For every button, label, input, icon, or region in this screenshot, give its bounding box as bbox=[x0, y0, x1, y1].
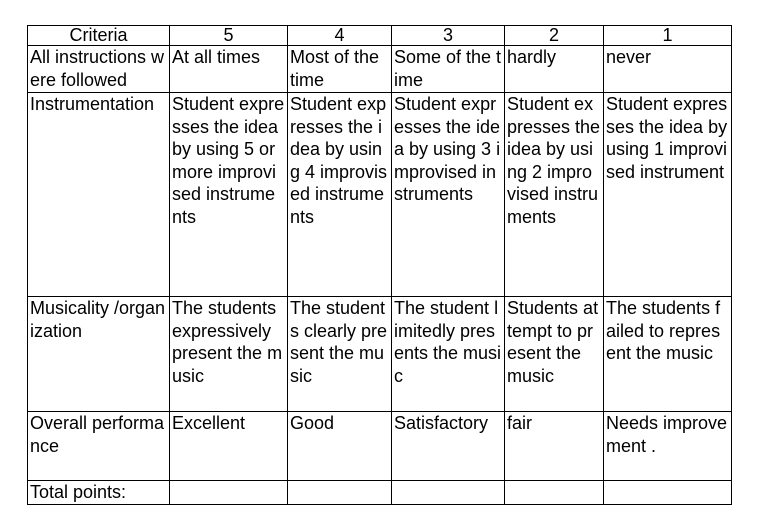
score-cell: Some of the time bbox=[392, 46, 505, 93]
score-cell: Most of the time bbox=[288, 46, 392, 93]
score-cell bbox=[170, 481, 288, 505]
score-cell: Satisfactory bbox=[392, 412, 505, 481]
table-row bbox=[28, 297, 732, 412]
header-score-1: 1 bbox=[604, 26, 732, 46]
table-row bbox=[28, 481, 732, 505]
header-score-3: 3 bbox=[392, 26, 505, 46]
score-cell bbox=[505, 481, 604, 505]
table-row bbox=[28, 412, 732, 481]
score-cell: Excellent bbox=[170, 412, 288, 481]
score-cell: never bbox=[604, 46, 732, 93]
header-score-5: 5 bbox=[170, 26, 288, 46]
criteria-cell: Overall performance bbox=[28, 412, 170, 481]
score-cell: At all times bbox=[170, 46, 288, 93]
header-score-4: 4 bbox=[288, 26, 392, 46]
header-row bbox=[28, 26, 732, 46]
score-cell: The student limitedly presents the music bbox=[392, 297, 505, 412]
score-cell: Student expresses the idea by using 1 improvised instrument bbox=[604, 93, 732, 297]
score-cell: The students clearly present the music bbox=[288, 297, 392, 412]
score-cell: Student expresses the idea by using 5 or more improvised instruments bbox=[170, 93, 288, 297]
score-cell: Student expresses the idea by using 2 improvised instruments bbox=[505, 93, 604, 297]
criteria-cell: Total points: bbox=[28, 481, 170, 505]
score-cell: hardly bbox=[505, 46, 604, 93]
score-cell bbox=[604, 481, 732, 505]
table-row bbox=[28, 46, 732, 93]
score-cell bbox=[288, 481, 392, 505]
criteria-cell: Instrumentation bbox=[28, 93, 170, 297]
rubric-table bbox=[27, 25, 732, 505]
score-cell: Student expresses the idea by using 4 improvised instruments bbox=[288, 93, 392, 297]
score-cell: The students expressively present the music bbox=[170, 297, 288, 412]
header-criteria: Criteria bbox=[28, 26, 170, 46]
criteria-cell: All instructions were followed bbox=[28, 46, 170, 93]
score-cell: Student expresses the idea by using 3 improvised instruments bbox=[392, 93, 505, 297]
score-cell: Students attempt to present the music bbox=[505, 297, 604, 412]
table-row bbox=[28, 93, 732, 297]
score-cell bbox=[392, 481, 505, 505]
criteria-cell: Musicality /organization bbox=[28, 297, 170, 412]
score-cell: Needs improvement . bbox=[604, 412, 732, 481]
score-cell: The students failed to represent the music bbox=[604, 297, 732, 412]
score-cell: Good bbox=[288, 412, 392, 481]
score-cell: fair bbox=[505, 412, 604, 481]
header-score-2: 2 bbox=[505, 26, 604, 46]
